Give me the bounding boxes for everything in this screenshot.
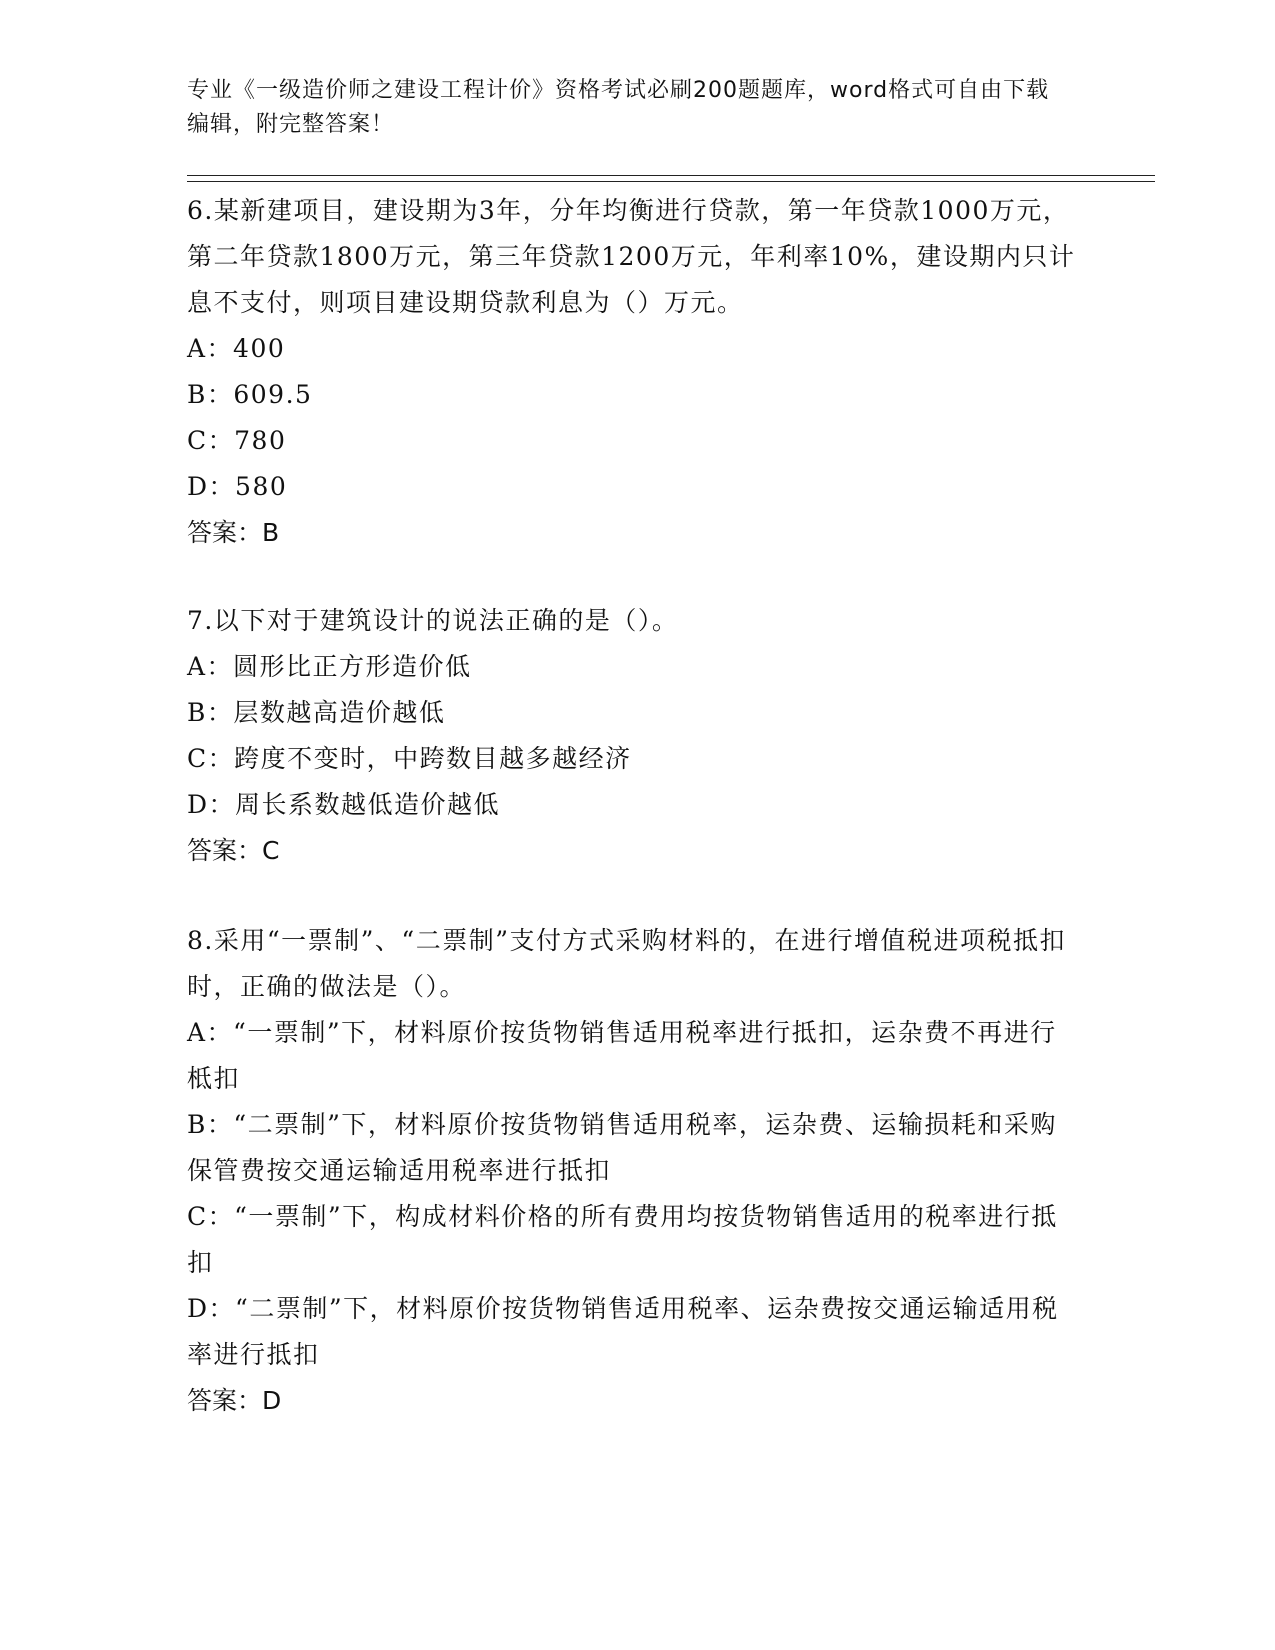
- option-d: D：“二票制”下，材料原价按货物销售适用税率、运杂费按交通运输适用税率进行抵扣: [187, 1294, 1059, 1369]
- option-b: B：609.5: [187, 380, 313, 409]
- option-c: C：780: [187, 426, 287, 455]
- header-rule-top: [187, 175, 1155, 176]
- option-a: A：400: [187, 334, 286, 363]
- question-8: [187, 918, 1077, 1424]
- question-6: [187, 188, 1077, 556]
- option-c: C：“一票制”下，构成材料价格的所有费用均按货物销售适用的税率进行抵扣: [187, 1202, 1058, 1277]
- option-a: A：“一票制”下，材料原价按货物销售适用税率进行抵扣，运杂费不再进行柢扣: [187, 1018, 1057, 1093]
- question-stem: 8.采用“一票制”、“二票制”支付方式采购材料的，在进行增值税进项税抵扣时，正确的做法是（）。: [187, 926, 1066, 1001]
- question-7: [187, 598, 1077, 874]
- header-rule-bottom: [187, 181, 1155, 182]
- option-a: A：圆形比正方形造价低: [187, 652, 472, 681]
- option-b: B：“二票制”下，材料原价按货物销售适用税率，运杂费、运输损耗和采购保管费按交通运输适用税率进行抵扣: [187, 1110, 1057, 1185]
- document-header: 专业《一级造价师之建设工程计价》资格考试必刷200题题库，word格式可自由下载编辑，附完整答案！: [187, 78, 1050, 137]
- option-d: D：580: [187, 472, 288, 501]
- answer-line: 答案：C: [187, 836, 280, 865]
- question-stem: 7.以下对于建筑设计的说法正确的是（）。: [187, 606, 679, 635]
- question-stem: 6.某新建项目，建设期为3年，分年均衡进行贷款，第一年贷款1000万元，第二年贷款1800万元，第三年贷款1200万元，年利率10%，建设期内只计息不支付，则项目建设期贷款利息为（）万元。: [187, 196, 1076, 317]
- option-c: C：跨度不变时，中跨数目越多越经济: [187, 744, 632, 773]
- answer-line: 答案：B: [187, 518, 280, 547]
- answer-line: 答案：D: [187, 1386, 282, 1415]
- option-b: B：层数越高造价越低: [187, 698, 446, 727]
- option-d: D：周长系数越低造价越低: [187, 790, 501, 819]
